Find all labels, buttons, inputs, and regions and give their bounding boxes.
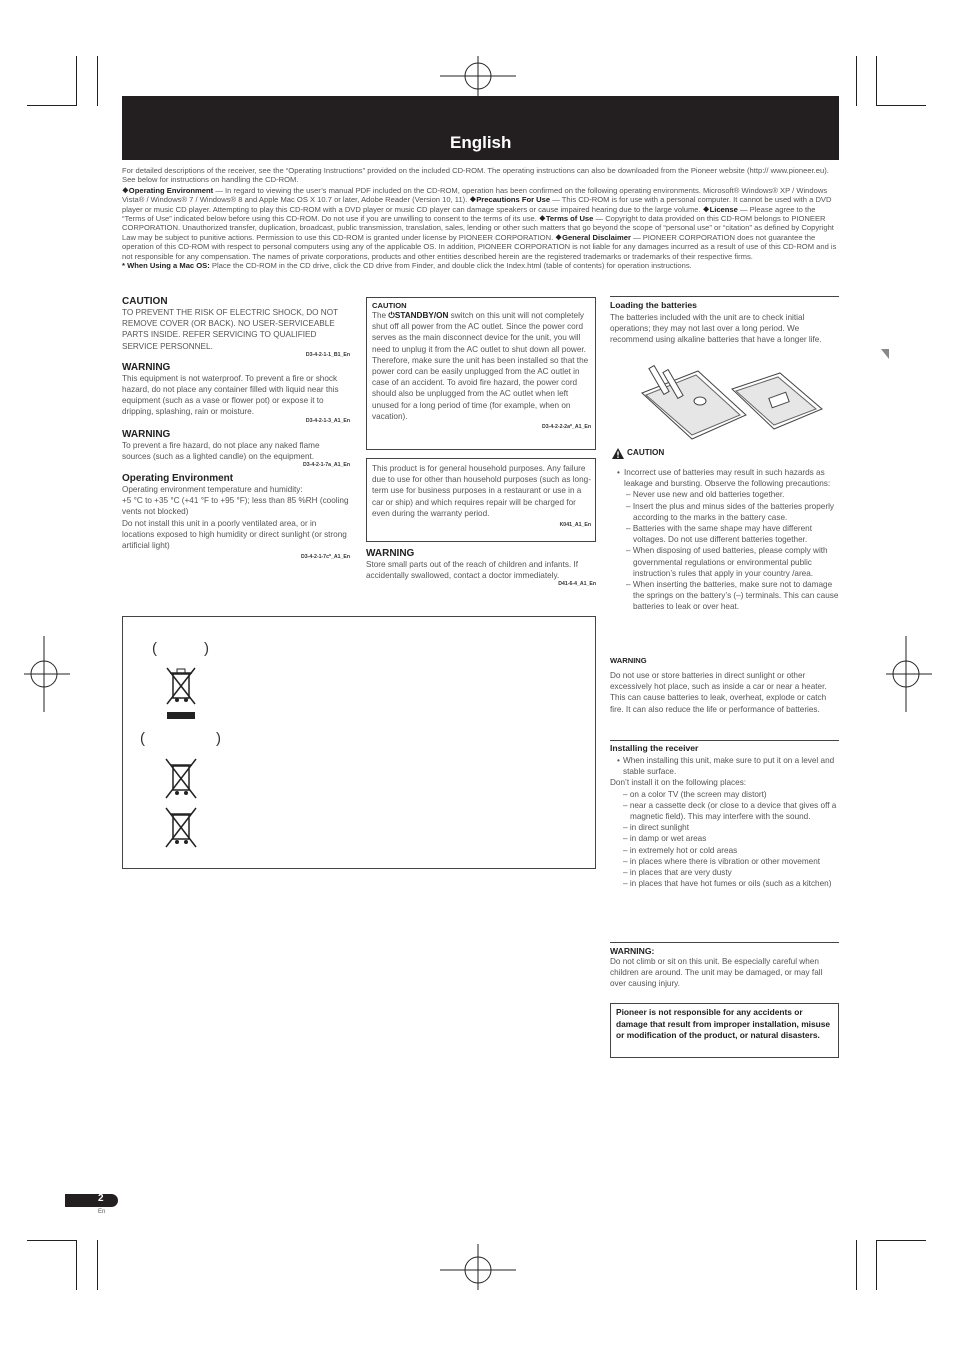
operating-environment-text: +5 °C to +35 °C (+41 °F to +95 °F); less than 85 %RH (cooling vents not blocked) xyxy=(122,496,349,517)
intro-paragraph: For detailed descriptions of the receiver, see the “Operating Instructions” provided on the included CD-ROM. The operating instructions can also be downloaded from the Pioneer website (http:// www.pioneer.eu). See below for instructions on handling the CD-ROM. xyxy=(122,166,829,185)
warning-heading: WARNING xyxy=(366,548,415,559)
crossed-bin-icon xyxy=(162,805,200,849)
household-code: K041_A1_En xyxy=(559,522,591,529)
standby-caution-box xyxy=(366,297,596,450)
caution-list-item: – Insert the plus and minus sides of the batteries properly according to the marks in the battery case. xyxy=(626,501,834,522)
warning-text: Do not use or store batteries in direct sunlight or other excessively hot place, such as inside a car or near a heater. This can cause batteries to leak, overheat, explode or catch fire. It can also reduce the life or performance of batteries. xyxy=(610,671,827,714)
operating-environment-text: Operating environment temperature and humidity: xyxy=(122,485,303,495)
battery-caution-list xyxy=(613,467,841,613)
page-title: English xyxy=(450,133,512,152)
column-left xyxy=(122,296,350,560)
warning-text: Store small parts out of the reach of children and infants. If accidentally swallowed, contact a doctor immediately. xyxy=(366,560,579,581)
terms-text: — Copyright to data provided on this CD-ROM belongs to PIONEER CORPORATION. Unauthorized transfer, duplication, broadcast, public transmission, translation, sales, lending or other such matters that go beyond the scope of “personal use” or “citation” as defined by Copyright Law may be subject to punitive actions. Permission to use this CD-ROM is granted under license by PIONEER CORPORATION. xyxy=(122,214,834,242)
precautions-text: — This CD-ROM is for use with a personal computer. It cannot be used with a DVD player or music CD player. Attempting to play this CD-ROM with a DVD player or music CD player can damage speakers or cause impaired hearing due to the large volume. xyxy=(122,195,832,214)
warning-code: D3-4-2-1-7a_A1_En xyxy=(303,462,350,469)
license-label: ❖License xyxy=(702,204,738,214)
paren-close: ) xyxy=(204,640,209,657)
caution-bullet-text: Incorrect use of batteries may result in such hazards as leakage and bursting. Observe the following precautions: xyxy=(624,468,831,489)
crossed-bin-icon xyxy=(162,756,200,800)
warning-text: This equipment is not waterproof. To prevent a fire or shock hazard, do not place any container filled with liquid near this equipment (such as a vase or flower pot) or expose it to dripping, splashing, rain or moisture. xyxy=(122,373,339,417)
household-text: This product is for general household purposes. Any failure due to use for other than household purposes (such as long-term use for business purposes in a restaurant or use in a car or ship) and which requires repair will be charged for even during the warranty period. xyxy=(372,464,591,518)
registration-mark-icon xyxy=(440,1244,516,1290)
caution-list-item: – Never use new and old batteries together. xyxy=(626,490,785,500)
installing-list-item: – in damp or wet areas xyxy=(623,834,707,844)
warning-heading: WARNING: xyxy=(610,946,655,956)
warning-triangle-icon xyxy=(612,448,624,459)
page-number-tab xyxy=(65,1194,118,1207)
battery-remote-illustration xyxy=(640,363,824,441)
installing-lead: Don’t install it on the following places: xyxy=(610,778,747,788)
installing-items xyxy=(610,789,839,890)
installing-heading: Installing the receiver xyxy=(610,743,699,753)
bullet-icon: • xyxy=(617,756,620,765)
caution-list-item: – When inserting the batteries, make sure not to damage the springs on the battery’s (–) terminals. This can cause batteries to leak or over heat. xyxy=(626,580,839,612)
operating-environment-heading: Operating Environment xyxy=(122,473,234,485)
caution-text: TO PREVENT THE RISK OF ELECTRIC SHOCK, DO NOT REMOVE COVER (OR BACK). NO USER-SERVICEABLE PARTS INSIDE. REFER SERVICING TO QUALIFIED SERVICE PERSONNEL. xyxy=(122,308,338,351)
license-text: — Please agree to the “Terms of Use” indicated below before using this CD-ROM. Do not use if you are unwilling to consent to the terms of its use. xyxy=(122,204,816,224)
warning-heading: WARNING xyxy=(122,428,171,440)
caution-list-item: – When disposing of used batteries, please comply with governmental regulations or environmental public instruction’s rules that apply in your country /area. xyxy=(626,546,828,578)
caution-heading: CAUTION xyxy=(372,301,407,310)
caution-heading: CAUTION xyxy=(627,448,665,457)
disclaimer-label: ❖General Disclaimer xyxy=(555,232,631,242)
paren-open: ( xyxy=(140,730,145,747)
page-language: En xyxy=(98,1209,106,1215)
warning-text: To prevent a fire hazard, do not place any naked flame sources (such as a lighted candle) on the equipment. xyxy=(122,440,320,461)
warning-code: D3-4-2-1-3_A1_En xyxy=(305,417,350,424)
installing-list-item: – on a color TV (the screen may distort) xyxy=(623,789,767,799)
pioneer-disclaimer-box: Pioneer is not responsible for any accidents or damage that result from improper installation, misuse or modification of the product, or natural disasters. xyxy=(610,1003,839,1058)
registration-mark-icon xyxy=(886,636,932,712)
loading-batteries-section xyxy=(610,300,839,346)
caution-text: switch on this unit will not completely shut off all power from the AC outlet. Since the power cord serves as the main disconnect device for the unit, you will need to unplug it from the AC outlet to shut down all power. Therefore, make sure the unit has been installed so that the power cord can be easily unplugged from the AC outlet in case of an accident. To avoid fire hazard, the power cord should also be unplugged from the AC outlet when left unused for a long period of time (for example, when on vacation). xyxy=(372,311,589,421)
divider xyxy=(610,942,839,943)
caution-code: D3-4-2-1-1_B1_En xyxy=(305,351,350,358)
warning-code: D41-6-4_A1_En xyxy=(558,581,596,588)
terms-label: ❖Terms of Use xyxy=(539,214,594,224)
warning-heading: WARNING xyxy=(610,656,647,665)
installing-bullet-text: When installing this unit, make sure to put it on a level and stable surface. xyxy=(623,756,835,777)
battery-warning xyxy=(610,656,839,715)
operating-environment-code: D3-4-2-1-7c*_A1_En xyxy=(300,554,350,561)
installing-list-item: – in places that are very dusty xyxy=(623,868,732,878)
mac-label: * When Using a Mac OS: xyxy=(122,261,210,271)
bullet-icon: • xyxy=(617,468,620,477)
op-env-label: ❖Operating Environment xyxy=(122,185,214,195)
installing-section xyxy=(610,743,839,889)
warning-text: Do not climb or sit on this unit. Be especially careful when children are around. The unit may be damaged, or may fall over causing injury. xyxy=(610,957,823,989)
operating-environment-text: Do not install this unit in a poorly ventilated area, or in locations exposed to high humidity or direct sunlight (or strong artificial light) xyxy=(122,518,347,551)
caution-code: D3-4-2-2-2a*_A1_En xyxy=(541,424,591,431)
installing-list-item: – in places where there is vibration or other movement xyxy=(623,856,821,866)
caution-bullet xyxy=(613,467,841,489)
op-env-text: — In regard to viewing the user’s manual PDF included on the CD-ROM, operation has been confirmed on the following operating environments. Microsoft® Windows® XP / Windows Vista® / Windows® 7 / Windows® 8 and Apple Mac OS X 10.7 or later, Adobe Reader (Version 10, 11). xyxy=(122,185,828,205)
precautions-label: ❖Precautions For Use xyxy=(469,195,551,205)
intro-text xyxy=(122,166,839,270)
caution-items xyxy=(613,489,841,612)
page-number: 2 xyxy=(98,1193,104,1204)
caution-the: The xyxy=(372,311,389,320)
household-box xyxy=(366,458,596,542)
installing-list-item: – in extremely hot or cold areas xyxy=(623,845,738,855)
installing-list-item: – in direct sunlight xyxy=(623,823,689,833)
caution-list-item: – Batteries with the same shape may have different voltages. Do not use different batteries together. xyxy=(626,524,812,545)
disclaimer-text: — PIONEER CORPORATION does not guarantee the operation of this CD-ROM with respect to personal computers using any of the applicable OS. In addition, PIONEER CORPORATION is not liable for any damages incurred as a result of use of this CD-ROM and is not responsible for any compensation. The names of private corporations, products and other entities described herein are the registered trademarks or trademarks of their respective firms. xyxy=(122,232,837,261)
installing-bullet xyxy=(610,755,839,777)
installing-list-item: – near a cassette deck (or close to a device that gives off a magnetic field). This may interfere with the sound. xyxy=(623,800,837,822)
climb-warning xyxy=(610,946,839,990)
warning-heading: WARNING xyxy=(122,361,171,373)
standby-on-label: ⏻STANDBY/ON xyxy=(388,311,449,320)
divider xyxy=(610,296,839,297)
crossed-bin-icon xyxy=(164,664,198,722)
registration-mark-icon xyxy=(24,636,70,712)
loading-batteries-heading: Loading the batteries xyxy=(610,300,697,310)
loading-batteries-text: The batteries included with the unit are to check initial operations; they may not last over a long period. We recommend using alkaline batteries that have a longer life. xyxy=(610,313,822,345)
divider xyxy=(610,740,839,741)
side-marker-icon xyxy=(881,349,889,359)
mac-text: Place the CD-ROM in the CD drive, click the CD drive from Finder, and double click the Index.html (table of contents) for operation instructions. xyxy=(209,261,692,271)
caution-heading: CAUTION xyxy=(122,296,168,307)
paren-open: ( xyxy=(152,640,157,657)
installing-list-item: – in places that have hot fumes or oils (such as a kitchen) xyxy=(623,879,832,889)
paren-close: ) xyxy=(216,730,221,747)
small-parts-warning xyxy=(366,548,596,587)
